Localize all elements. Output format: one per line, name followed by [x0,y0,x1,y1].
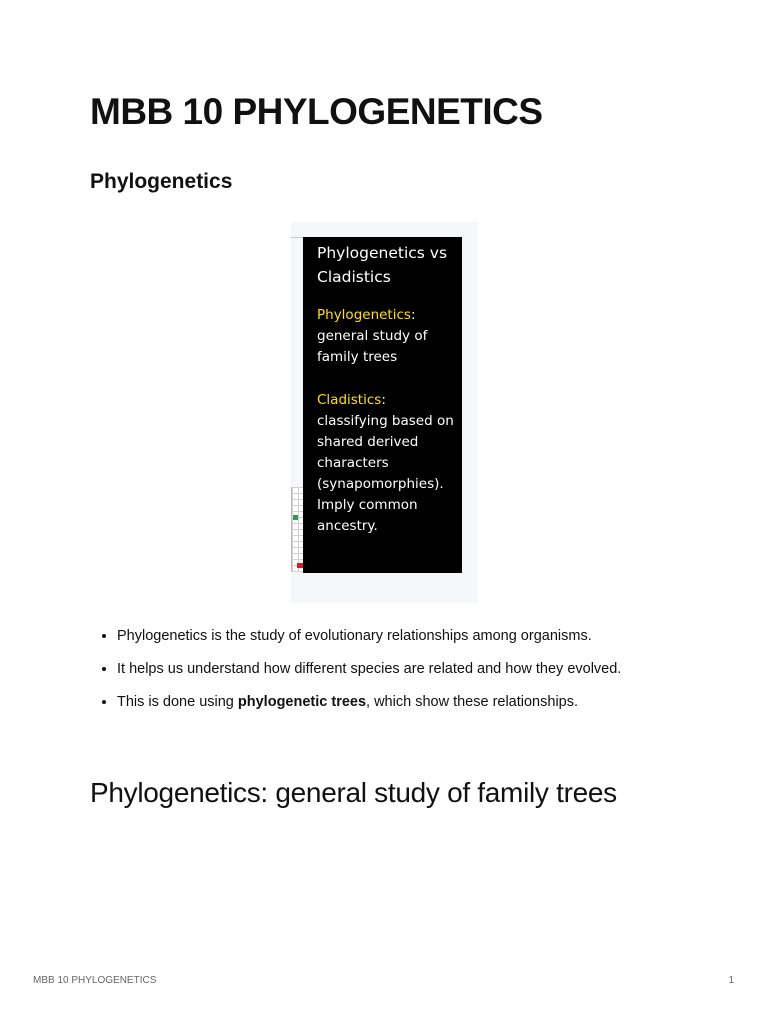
bullet-item: • Phylogenetics is the study of evolutionary relationships among organisms. [117,626,737,646]
slide-term-phylogenetics: Phylogenetics [317,307,411,323]
slide-term-colon: : [410,307,416,323]
footer-page-number: 1 [728,975,734,986]
slide-term-colon: : [381,392,386,408]
section-heading: Phylogenetics [90,170,233,193]
bullet-text: , which show these relationships. [366,694,579,710]
slide-definition-cladistics: classifying based on shared derived characters (synapomorphies). Imply common ancestry. [317,413,454,534]
bullet-item: • It helps us understand how different species are related and how they evolved. [117,659,737,679]
page-title: MBB 10 PHYLOGENETICS [90,91,543,132]
slide-title: Phylogenetics vs Cladistics [317,244,448,286]
bullet-list [90,626,737,725]
slide-definition-phylogenetics: general study of family trees [317,328,428,365]
slide-term-phylogenetics-line [317,304,456,326]
slide-term-cladistics-line [317,389,456,411]
bullet-bold-term: phylogenetic trees [237,694,367,710]
slide-edge-line [291,237,303,238]
slide-term-cladistics: Cladistics [317,392,382,408]
slide-panel [303,237,462,573]
slide-image [291,222,478,603]
footer-document-title: MBB 10 PHYLOGENETICS [33,975,157,986]
green-cell-marker [293,515,298,520]
bullet-item [117,692,737,712]
bullet-text: This is done using [117,694,238,710]
subheading: Phylogenetics: general study of family trees [90,777,617,808]
